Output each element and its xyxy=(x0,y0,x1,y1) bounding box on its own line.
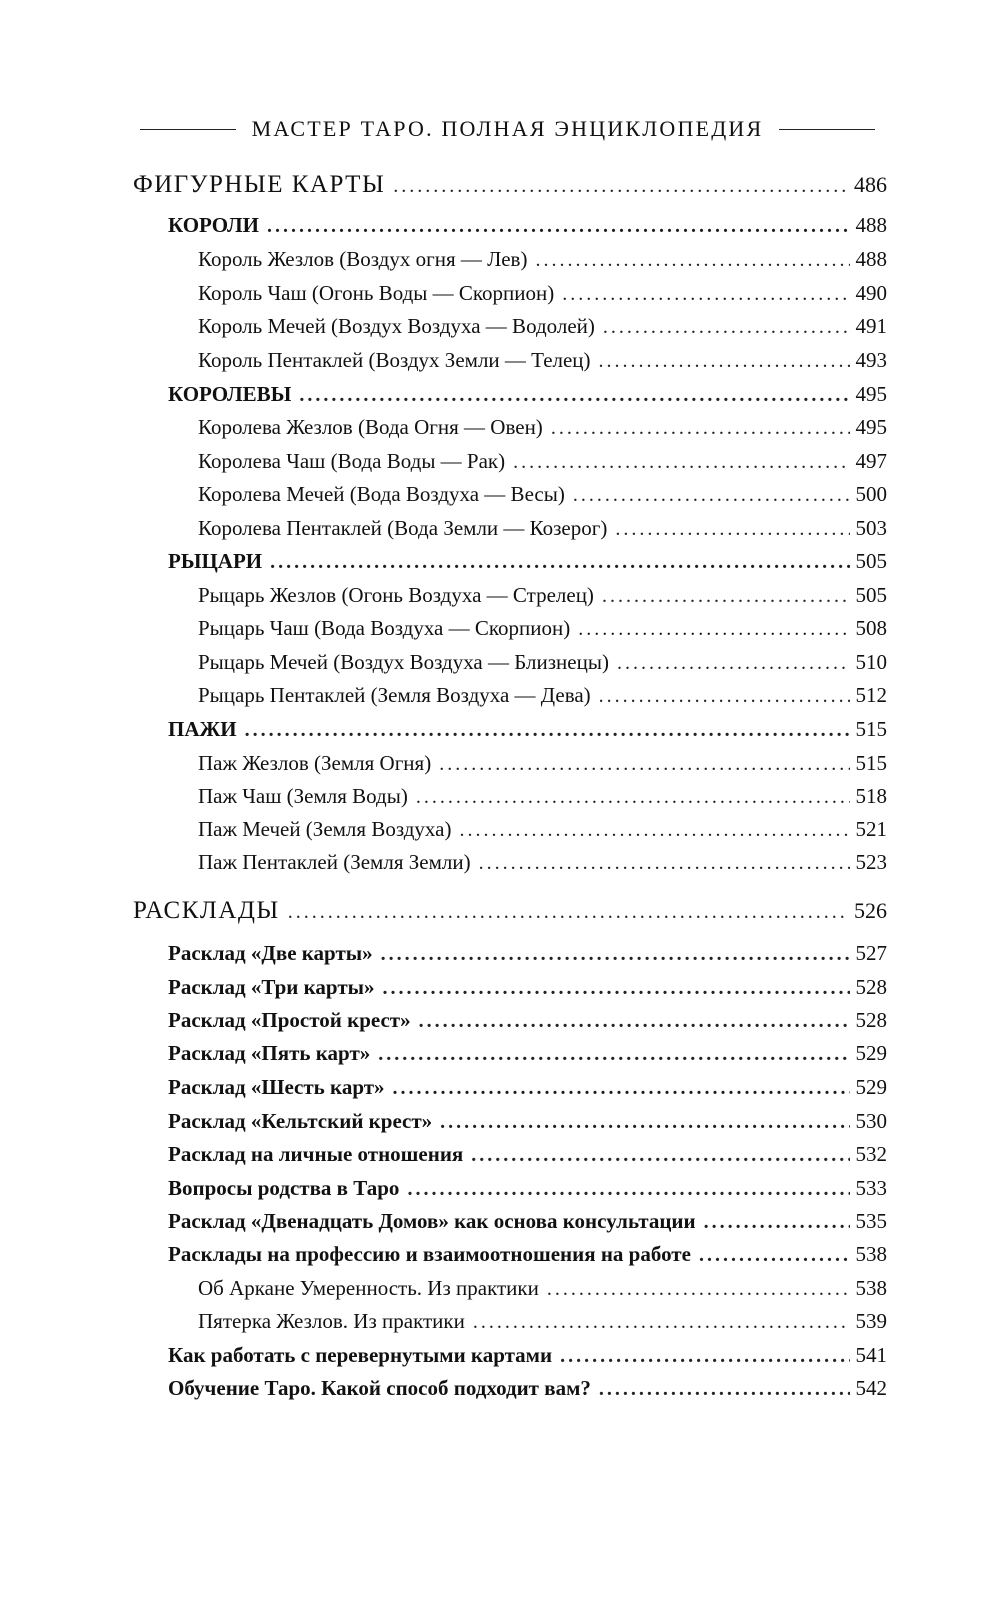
toc-page-number: 493 xyxy=(855,348,887,372)
toc-entry-title: КОРОЛЕВЫ xyxy=(168,382,292,406)
toc-page-number: 533 xyxy=(855,1176,887,1200)
toc-entry-title: Рыцарь Жезлов (Огонь Воздуха — Стрелец) xyxy=(198,583,594,607)
toc-subentry xyxy=(198,247,887,281)
toc-entry-title: Расклады на профессию и взаимоотношения на работе xyxy=(168,1242,691,1266)
toc-subentry xyxy=(198,784,887,818)
toc-leader-dots xyxy=(288,901,848,924)
header-title: МАСТЕР ТАРО. ПОЛНАЯ ЭНЦИКЛОПЕДИЯ xyxy=(251,116,764,141)
toc-leader-dots xyxy=(267,215,849,238)
toc-subentry xyxy=(198,415,887,449)
toc-page-number: 542 xyxy=(855,1376,887,1400)
toc-chapter xyxy=(168,941,887,975)
toc-entry-title: Расклад «Двенадцать Домов» как основа консультации xyxy=(168,1209,696,1233)
toc-leader-dots xyxy=(381,943,850,966)
toc-page-number: 490 xyxy=(855,281,887,305)
toc-entry-title: Обучение Таро. Какой способ подходит вам? xyxy=(168,1376,591,1400)
toc-leader-dots xyxy=(407,1178,849,1201)
toc-page-number: 500 xyxy=(855,482,887,506)
toc-subentry xyxy=(198,616,887,650)
toc-leader-dots xyxy=(535,249,849,272)
toc-entry-title: Паж Жезлов (Земля Огня) xyxy=(198,751,432,775)
toc-leader-dots xyxy=(562,283,849,306)
toc-page-number: 538 xyxy=(855,1242,887,1266)
toc-entry-title: Расклад «Три карты» xyxy=(168,975,375,999)
toc-page-number: 505 xyxy=(855,583,887,607)
toc-leader-dots xyxy=(578,618,849,641)
toc-entry-title: Расклад «Кельтский крест» xyxy=(168,1109,433,1133)
toc-page-number: 532 xyxy=(855,1142,887,1166)
toc-chapter xyxy=(168,1376,887,1410)
toc-leader-dots xyxy=(603,316,850,339)
toc-entry-title: Расклад «Шесть карт» xyxy=(168,1075,385,1099)
toc-entry-title: Расклад «Простой крест» xyxy=(168,1008,411,1032)
toc-entry-title: Расклад «Две карты» xyxy=(168,941,373,965)
toc-page-number: 515 xyxy=(855,751,887,775)
toc-page-number: 535 xyxy=(855,1209,887,1233)
toc-subentry xyxy=(198,348,887,382)
toc-subentry xyxy=(198,281,887,315)
toc-entry-title: Король Жезлов (Воздух огня — Лев) xyxy=(198,247,528,271)
toc-entry-title: КОРОЛИ xyxy=(168,213,260,237)
toc-chapter xyxy=(168,1008,887,1042)
toc-entry-title: Король Мечей (Воздух Воздуха — Водолей) xyxy=(198,314,595,338)
toc-entry-title: Королева Пентаклей (Вода Земли — Козерог) xyxy=(198,516,608,540)
toc-section xyxy=(133,897,887,931)
toc-entry-title: Пятерка Жезлов. Из практики xyxy=(198,1309,465,1333)
toc-leader-dots xyxy=(471,1144,849,1167)
toc-page-number: 530 xyxy=(855,1109,887,1133)
toc-page-number: 495 xyxy=(855,382,887,406)
toc-entry-title: Король Пентаклей (Воздух Земли — Телец) xyxy=(198,348,591,372)
toc-entry-title: Вопросы родства в Таро xyxy=(168,1176,400,1200)
toc-page-number: 510 xyxy=(855,650,887,674)
toc-page-number: 497 xyxy=(855,449,887,473)
toc-leader-dots xyxy=(479,852,850,875)
toc-subentry xyxy=(198,482,887,516)
toc-page-number: 491 xyxy=(855,314,887,338)
toc-chapter xyxy=(168,1242,887,1276)
toc-leader-dots xyxy=(573,484,850,507)
toc-leader-dots xyxy=(393,1077,850,1100)
toc-page-number: 521 xyxy=(855,817,887,841)
toc-page-number: 528 xyxy=(855,1008,887,1032)
toc-entry-title: РАСКЛАДЫ xyxy=(133,897,280,924)
toc-page-number: 515 xyxy=(855,717,887,741)
toc-page-number: 529 xyxy=(855,1041,887,1065)
toc-page-number: 538 xyxy=(855,1276,887,1300)
toc-chapter xyxy=(168,1075,887,1109)
toc-chapter xyxy=(168,1109,887,1143)
toc-entry-title: Как работать с перевернутыми картами xyxy=(168,1343,553,1367)
toc-subentry xyxy=(198,314,887,348)
toc-leader-dots xyxy=(599,1378,850,1401)
toc-chapter xyxy=(168,1176,887,1210)
toc-entry-title: Королева Мечей (Вода Воздуха — Весы) xyxy=(198,482,565,506)
toc-chapter xyxy=(168,1041,887,1075)
toc-entry-title: Паж Мечей (Земля Воздуха) xyxy=(198,817,452,841)
toc-subentry xyxy=(198,1276,887,1310)
header-rule-left xyxy=(140,129,236,130)
toc-leader-dots xyxy=(473,1311,850,1334)
toc-section xyxy=(133,171,887,205)
toc-leader-dots xyxy=(617,652,850,675)
toc-chapter xyxy=(168,975,887,1009)
toc-subentry xyxy=(198,817,887,851)
toc-page-number: 523 xyxy=(855,850,887,874)
toc-page-number: 512 xyxy=(855,683,887,707)
toc-chapter xyxy=(168,549,887,583)
toc-entry-title: РЫЦАРИ xyxy=(168,549,263,573)
toc-entry-title: Паж Чаш (Земля Воды) xyxy=(198,784,408,808)
toc-leader-dots xyxy=(439,753,849,776)
toc-page-number: 527 xyxy=(855,941,887,965)
toc-leader-dots xyxy=(270,551,849,574)
toc-leader-dots xyxy=(602,585,850,608)
toc-leader-dots xyxy=(547,1278,850,1301)
toc-subentry xyxy=(198,751,887,785)
toc-subentry xyxy=(198,683,887,717)
toc-leader-dots xyxy=(513,451,849,474)
toc-entry-title: Расклад на личные отношения xyxy=(168,1142,464,1166)
toc-chapter xyxy=(168,1343,887,1377)
toc-page-number: 503 xyxy=(855,516,887,540)
toc-subentry xyxy=(198,449,887,483)
toc-page-number: 529 xyxy=(855,1075,887,1099)
toc-page-number: 488 xyxy=(855,213,887,237)
toc-page-number: 539 xyxy=(855,1309,887,1333)
toc-page-number: 505 xyxy=(855,549,887,573)
toc-entry-title: Расклад «Пять карт» xyxy=(168,1041,371,1065)
toc-leader-dots xyxy=(699,1244,850,1267)
toc-subentry xyxy=(198,1309,887,1343)
running-header xyxy=(140,111,875,147)
toc-page-number: 528 xyxy=(855,975,887,999)
toc-entry-title: Об Аркане Умеренность. Из практики xyxy=(198,1276,539,1300)
toc-page-number: 495 xyxy=(855,415,887,439)
toc-leader-dots xyxy=(419,1010,850,1033)
toc-entry-title: Королева Чаш (Вода Воды — Рак) xyxy=(198,449,506,473)
header-rule-right xyxy=(779,129,875,130)
toc-leader-dots xyxy=(459,819,849,842)
toc-chapter xyxy=(168,213,887,247)
toc-leader-dots xyxy=(704,1211,850,1234)
toc-leader-dots xyxy=(551,417,850,440)
toc-page-number: 508 xyxy=(855,616,887,640)
toc-page-number: 518 xyxy=(855,784,887,808)
toc-entry-title: Рыцарь Чаш (Вода Воздуха — Скорпион) xyxy=(198,616,571,640)
toc-page-number: 486 xyxy=(854,172,887,197)
toc-subentry xyxy=(198,650,887,684)
toc-subentry xyxy=(198,516,887,550)
toc-entry-title: Паж Пентаклей (Земля Земли) xyxy=(198,850,471,874)
toc-chapter xyxy=(168,382,887,416)
toc-leader-dots xyxy=(416,786,850,809)
toc-leader-dots xyxy=(599,350,850,373)
toc-chapter xyxy=(168,1209,887,1243)
toc-subentry xyxy=(198,850,887,884)
toc-leader-dots xyxy=(560,1345,849,1368)
toc-leader-dots xyxy=(383,977,850,1000)
toc-chapter xyxy=(168,1142,887,1176)
toc-page-number: 488 xyxy=(855,247,887,271)
toc-entry-title: Рыцарь Мечей (Воздух Воздуха — Близнецы) xyxy=(198,650,609,674)
toc-page-number: 526 xyxy=(854,898,887,923)
toc-leader-dots xyxy=(440,1111,849,1134)
toc-leader-dots xyxy=(393,175,848,198)
toc-leader-dots xyxy=(299,384,849,407)
toc-entry-title: ФИГУРНЫЕ КАРТЫ xyxy=(133,171,386,198)
toc-entry-title: Рыцарь Пентаклей (Земля Воздуха — Дева) xyxy=(198,683,591,707)
toc-leader-dots xyxy=(245,719,850,742)
toc-leader-dots xyxy=(378,1043,849,1066)
toc-subentry xyxy=(198,583,887,617)
toc-leader-dots xyxy=(599,685,850,708)
toc-entry-title: Королева Жезлов (Вода Огня — Овен) xyxy=(198,415,543,439)
toc-leader-dots xyxy=(615,518,849,541)
toc-entry-title: Король Чаш (Огонь Воды — Скорпион) xyxy=(198,281,555,305)
toc-chapter xyxy=(168,717,887,751)
toc-entry-title: ПАЖИ xyxy=(168,717,237,741)
toc-page-number: 541 xyxy=(855,1343,887,1367)
